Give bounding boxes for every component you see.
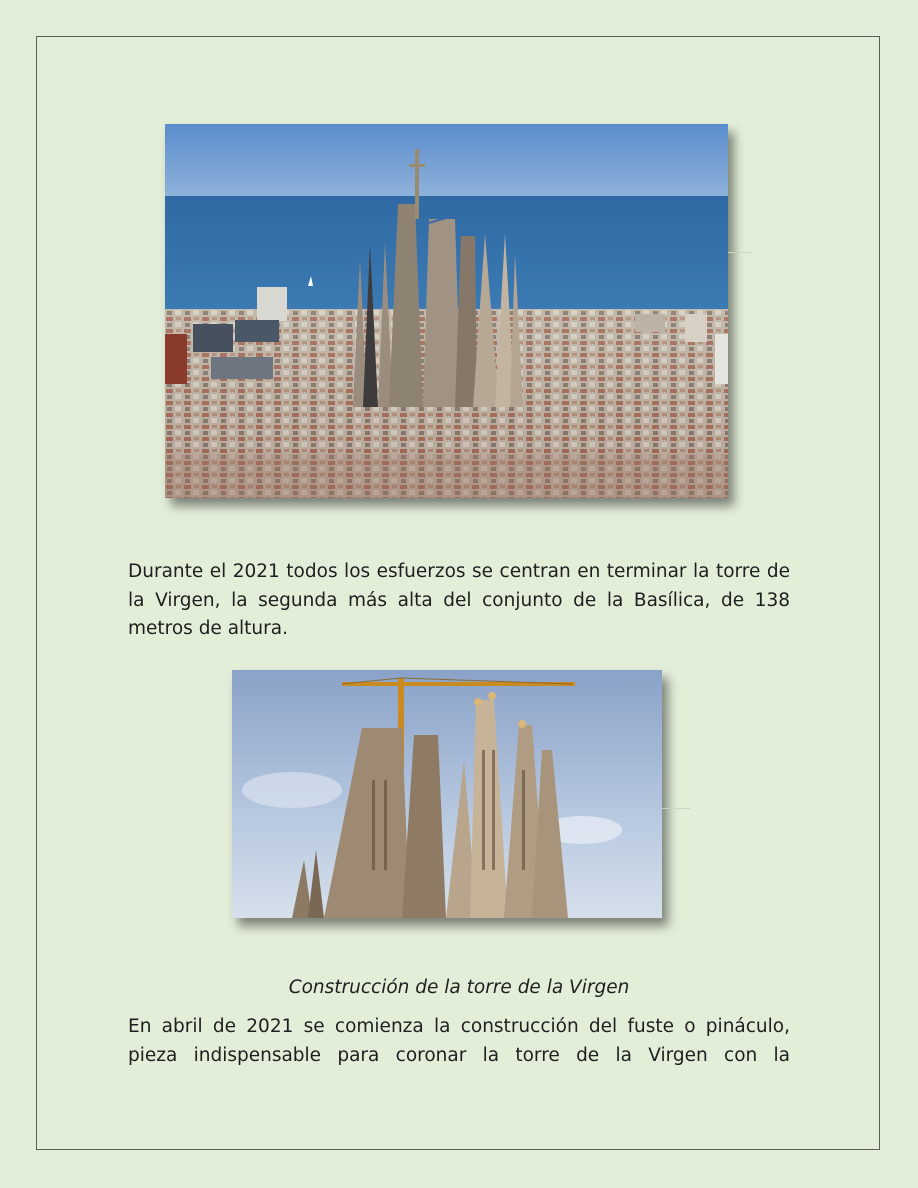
sagrada-familia-aerial-photo [165,124,728,498]
paragraph-virgin-tower-height: Durante el 2021 todos los esfuerzos se centran en terminar la torre de la Virgen, la segunda más alta del conjunto de la Basílica, de 138 metros de altura. [128,561,790,639]
frame-handle-line [728,252,752,253]
frame-handle-line [662,808,690,809]
virgin-tower-construction-photo [232,670,662,918]
figure-caption: Construcción de la torre de la Virgen [288,977,630,998]
paragraph-pinnacle-construction: En abril de 2021 se comienza la construcción del fuste o pináculo, pieza indispensable para coronar la torre de la Virgen con la [128,1016,790,1066]
